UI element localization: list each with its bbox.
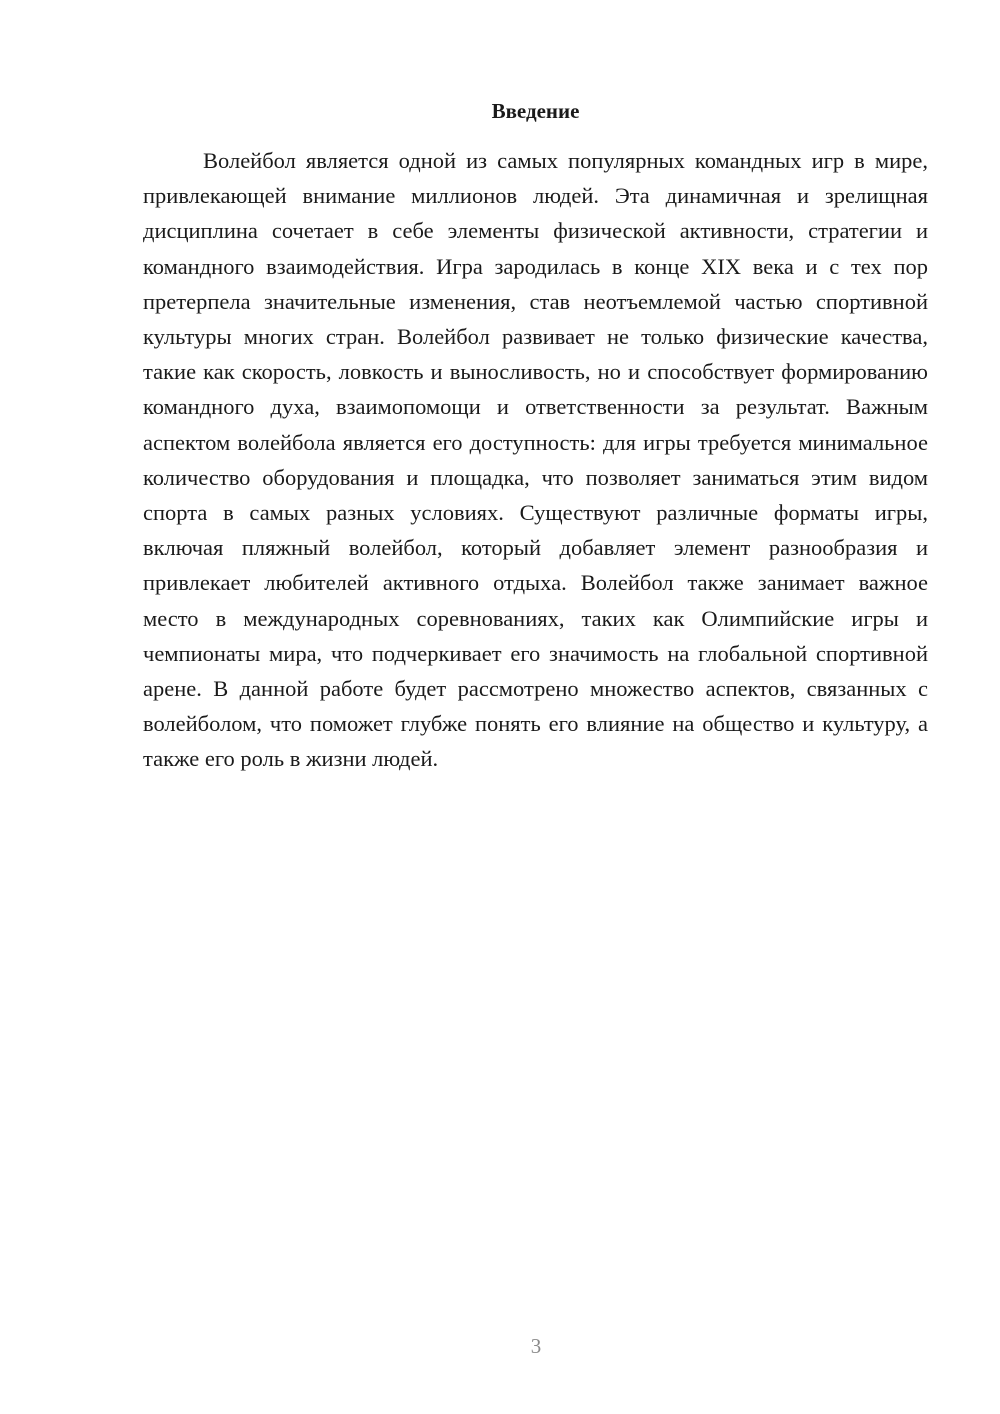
page-number: 3 <box>530 1334 542 1358</box>
body-paragraph: Волейбол является одной из самых популярных командных игр в мире, привлекающей внимание миллионов людей. Эта динамичная и зрелищная дисциплина сочетает в себе элементы физической активности, стратегии и командного взаимодействия. Игра зародилась в конце XIX века и с тех пор претерпела значительные изменения, став неотъемлемой частью спортивной культуры многих стран. Волейбол развивает не только физические качества, такие как скорость, ловкость и выносливость, но и способствует формированию командного духа, взаимопомощи и ответственности за результат. Важным аспектом волейбола является его доступность: для игры требуется минимальное количество оборудования и площадка, что позволяет заниматься этим видом спорта в самых разных условиях. Существуют различные форматы игры, включая пляжный волейбол, который добавляет элемент разнообразия и привлекает любителей активного отдыха. Волейбол также занимает важное место в международных соревнованиях, таких как Олимпийские игры и чемпионаты мира, что подчеркивает его значимость на глобальной спортивной арене. В данной работе будет рассмотрено множество аспектов, связанных с волейболом, что поможет глубже понять его влияние на общество и культуру, а также его роль в жизни людей. <box>143 148 928 772</box>
page-title: Введение <box>491 99 580 123</box>
